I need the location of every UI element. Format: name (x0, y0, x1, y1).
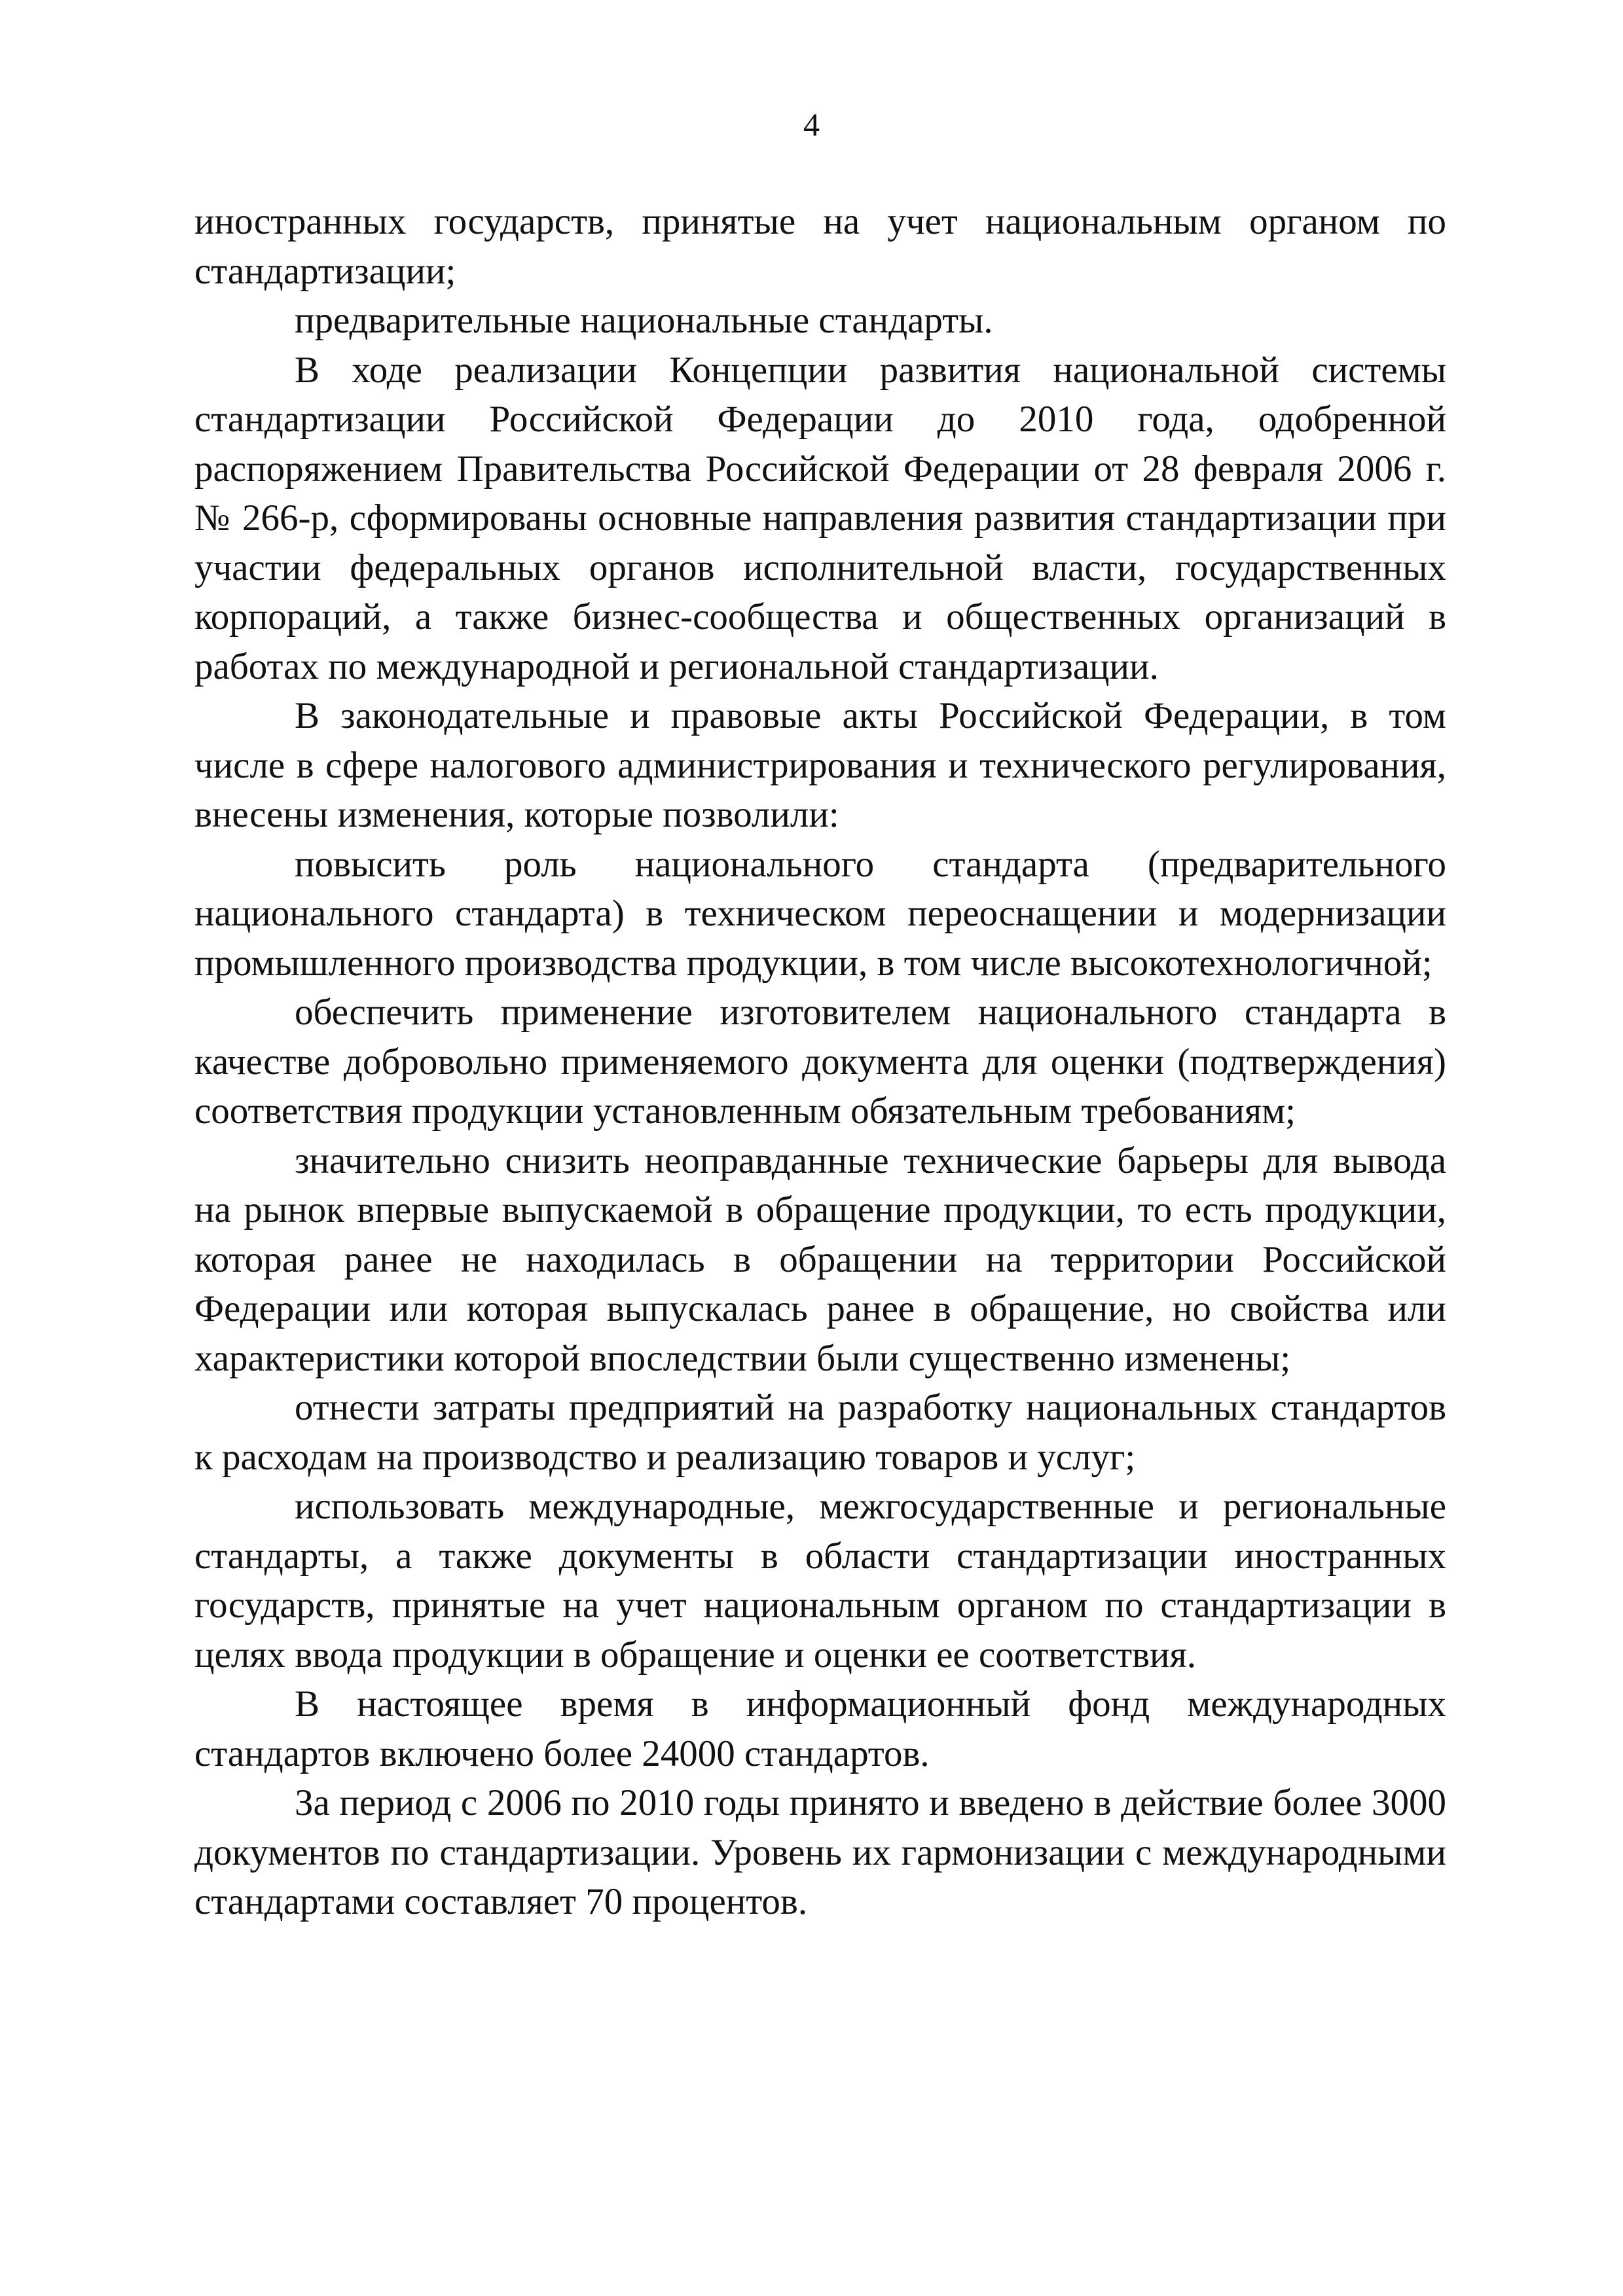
paragraph-continuation: иностранных государств, принятые на учет национальным органом по стандартизации; (194, 201, 1446, 292)
list-paragraph: использовать международные, межгосударственные и региональные стандарты, а также документы в области стандартизации иностранных государств, принятые на учет национальным органом по стандартизации в целях ввода продукции в обращение и оценки ее соответствия. (194, 1486, 1446, 1676)
list-paragraph: обеспечить применение изготовителем национального стандарта в качестве добровольно применяемого документа для оценки (подтверждения) соответствия продукции установленным обязательным требованиям; (194, 992, 1446, 1132)
page-number: 4 (803, 106, 820, 143)
list-paragraph: отнести затраты предприятий на разработку национальных стандартов к расходам на производство и реализацию товаров и услуг; (194, 1387, 1446, 1478)
paragraph: В законодательные и правовые акты Российской Федерации, в том числе в сфере налогового администрирования и технического регулирования, внесены изменения, которые позволили: (194, 695, 1446, 835)
list-paragraph: повысить роль национального стандарта (предварительного национального стандарта) в техническом переоснащении и модернизации промышленного производства продукции, в том числе высокотехнологичной; (194, 843, 1446, 984)
list-paragraph: значительно снизить неоправданные технические барьеры для вывода на рынок впервые выпускаемой в обращение продукции, то есть продукции, которая ранее не находилась в обращении на территории Российской Федерации или которая выпускалась ранее в обращение, но свойства или характеристики которой впоследствии были существенно изменены; (194, 1139, 1446, 1379)
paragraph: В ходе реализации Концепции развития национальной системы стандартизации Российской Федерации до 2010 года, одобренной распоряжением Правительства Российской Федерации от 28 февраля 2006 г. № 266-р, сформированы основные направления развития стандартизации при участии федеральных органов исполнительной власти, государственных корпораций, а также бизнес-сообщества и общественных организаций в работах по международной и региональной стандартизации. (194, 349, 1446, 687)
paragraph: В настоящее время в информационный фонд международных стандартов включено более 24000 стандартов. (194, 1683, 1446, 1774)
paragraph: предварительные национальные стандарты. (295, 300, 993, 341)
document-body (194, 197, 1446, 1927)
paragraph: За период с 2006 по 2010 годы принято и введено в действие более 3000 документов по стандартизации. Уровень их гармонизации с международными стандартами составляет 70 процентов. (194, 1782, 1446, 1922)
